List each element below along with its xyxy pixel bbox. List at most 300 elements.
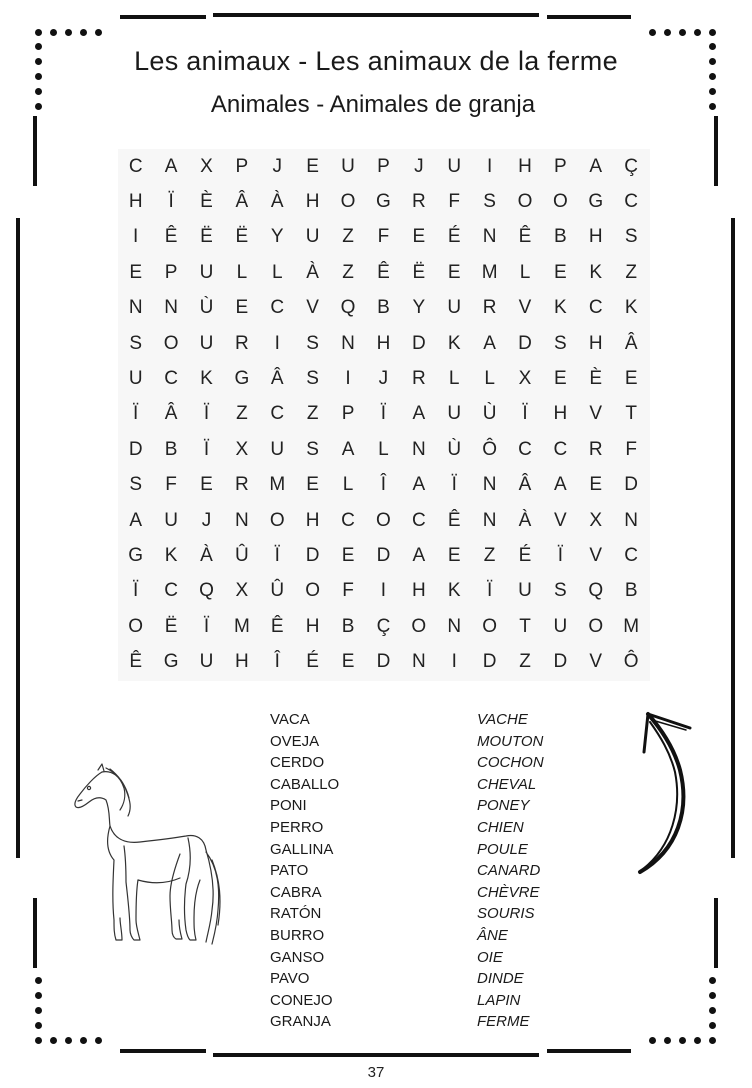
frame-dot bbox=[694, 1037, 701, 1044]
grid-cell: R bbox=[482, 297, 497, 319]
grid-cell: S bbox=[129, 474, 143, 496]
grid-cell: Ù bbox=[199, 297, 214, 319]
grid-cell: Ô bbox=[482, 438, 497, 460]
word-item-spanish: OVEJA bbox=[270, 732, 320, 750]
frame-line-left-upper bbox=[33, 116, 37, 186]
frame-dot bbox=[35, 1007, 42, 1014]
grid-cell: F bbox=[377, 226, 390, 248]
grid-cell: H bbox=[411, 580, 426, 602]
grid-cell: I bbox=[274, 332, 280, 354]
frame-line-right-middle bbox=[731, 218, 735, 858]
grid-cell: À bbox=[518, 509, 532, 531]
grid-cell: E bbox=[129, 261, 143, 283]
grid-cell: O bbox=[163, 332, 179, 354]
grid-cell: Ê bbox=[377, 261, 390, 283]
grid-cell: N bbox=[164, 297, 178, 319]
grid-cell: V bbox=[518, 297, 532, 319]
grid-cell: H bbox=[305, 509, 320, 531]
grid-cell: Ù bbox=[447, 438, 462, 460]
grid-cell: N bbox=[482, 509, 497, 531]
grid-cell: A bbox=[341, 438, 355, 460]
grid-cell: À bbox=[306, 261, 319, 283]
grid-cell: J bbox=[201, 509, 212, 531]
word-item-spanish: CABALLO bbox=[270, 775, 340, 793]
frame-dot bbox=[80, 1037, 87, 1044]
grid-cell: H bbox=[518, 155, 532, 177]
word-item-french: CHÈVRE bbox=[477, 883, 540, 901]
grid-cell: I bbox=[486, 155, 493, 177]
frame-dot bbox=[709, 977, 716, 984]
grid-cell: R bbox=[411, 368, 426, 390]
grid-cell: H bbox=[305, 191, 320, 213]
grid-cell: S bbox=[483, 191, 496, 213]
word-item-french: POULE bbox=[477, 840, 528, 858]
grid-cell: Ï bbox=[203, 403, 210, 425]
word-item-spanish: VACA bbox=[270, 711, 310, 728]
grid-cell: U bbox=[447, 297, 462, 319]
grid-cell: V bbox=[306, 297, 319, 319]
grid-cell: Ë bbox=[164, 615, 178, 637]
word-item-spanish: PONI bbox=[270, 797, 307, 815]
frame-dot bbox=[50, 29, 57, 36]
frame-dot bbox=[35, 992, 42, 999]
grid-cell: Ï bbox=[168, 191, 174, 213]
grid-cell: Z bbox=[342, 226, 354, 248]
grid-cell: D bbox=[305, 544, 320, 566]
grid-cell: N bbox=[128, 297, 143, 319]
grid-cell: U bbox=[553, 615, 568, 637]
grid-cell: S bbox=[129, 332, 143, 354]
grid-cell: K bbox=[164, 544, 178, 566]
grid-cell: N bbox=[482, 474, 497, 496]
grid-cell: H bbox=[376, 332, 391, 354]
word-item-spanish: RATÓN bbox=[270, 905, 322, 923]
grid-cell: É bbox=[306, 651, 319, 673]
grid-cell: Ç bbox=[624, 155, 639, 177]
grid-cell: V bbox=[589, 544, 603, 566]
grid-cell: N bbox=[624, 509, 639, 531]
frame-dot bbox=[65, 1037, 72, 1044]
curved-arrow-icon bbox=[620, 700, 705, 885]
grid-cell: M bbox=[233, 615, 250, 637]
grid-cell: Ê bbox=[129, 651, 143, 673]
frame-line-right-lower bbox=[714, 898, 718, 968]
grid-cell: E bbox=[589, 474, 603, 496]
grid-cell: C bbox=[588, 297, 603, 319]
grid-cell: É bbox=[447, 226, 461, 248]
word-search-grid bbox=[118, 149, 650, 681]
grid-cell: Z bbox=[306, 403, 319, 425]
frame-dot bbox=[35, 1022, 42, 1029]
grid-cell: Â bbox=[624, 332, 638, 354]
grid-cell: M bbox=[269, 474, 286, 496]
frame-dot bbox=[65, 29, 72, 36]
grid-cell: C bbox=[128, 155, 143, 177]
grid-cell: C bbox=[270, 297, 285, 319]
grid-cell: X bbox=[518, 368, 532, 390]
grid-cell: C bbox=[164, 368, 178, 390]
grid-cell: J bbox=[378, 368, 389, 390]
grid-cell: D bbox=[128, 438, 143, 460]
grid-cell: E bbox=[554, 261, 567, 283]
grid-cell: S bbox=[306, 438, 319, 460]
grid-cell: A bbox=[412, 403, 426, 425]
grid-cell: P bbox=[554, 155, 567, 177]
grid-cell: Z bbox=[519, 651, 531, 673]
grid-cell: Â bbox=[518, 474, 532, 496]
word-list-spanish bbox=[270, 709, 339, 1033]
grid-cell: T bbox=[625, 403, 637, 425]
grid-cell: C bbox=[270, 403, 285, 425]
grid-cell: O bbox=[588, 615, 604, 637]
grid-cell: Z bbox=[236, 403, 248, 425]
grid-cell: A bbox=[412, 544, 426, 566]
word-item-spanish: BURRO bbox=[270, 926, 325, 944]
grid-cell: E bbox=[447, 261, 461, 283]
grid-cell: U bbox=[341, 155, 355, 177]
page-number: 37 bbox=[367, 1064, 385, 1081]
grid-cell: E bbox=[624, 368, 638, 390]
grid-cell: D bbox=[553, 651, 568, 673]
grid-cell: P bbox=[164, 261, 178, 283]
frame-dot bbox=[95, 1037, 102, 1044]
grid-cell: A bbox=[483, 332, 496, 354]
grid-cell: Ê bbox=[270, 615, 284, 637]
grid-cell: U bbox=[447, 403, 462, 425]
frame-dot bbox=[35, 977, 42, 984]
grid-cell: U bbox=[199, 651, 214, 673]
grid-cell: É bbox=[518, 544, 532, 566]
grid-cell: P bbox=[377, 155, 390, 177]
grid-cell: U bbox=[447, 155, 462, 177]
grid-cell: Q bbox=[588, 580, 604, 602]
frame-dot bbox=[664, 29, 671, 36]
grid-cell: S bbox=[306, 332, 319, 354]
word-item-spanish: GRANJA bbox=[270, 1013, 331, 1031]
grid-cell: Â bbox=[235, 191, 249, 213]
grid-cell: K bbox=[554, 297, 567, 319]
grid-cell: Ë bbox=[200, 226, 213, 248]
grid-cell: G bbox=[588, 191, 604, 213]
grid-cell: B bbox=[377, 297, 390, 319]
grid-cell: E bbox=[554, 368, 567, 390]
grid-cell: D bbox=[376, 651, 391, 673]
grid-cell: Y bbox=[270, 226, 284, 248]
frame-dot bbox=[95, 29, 102, 36]
grid-cell: C bbox=[518, 438, 532, 460]
frame-line-bottom-right bbox=[547, 1049, 631, 1053]
grid-cell: Z bbox=[483, 544, 496, 566]
grid-cell: O bbox=[269, 509, 285, 531]
frame-line-top-center bbox=[213, 13, 539, 17]
grid-cell: L bbox=[342, 474, 354, 496]
grid-cell: L bbox=[484, 368, 495, 390]
grid-cell: Â bbox=[270, 368, 284, 390]
grid-cell: Y bbox=[412, 297, 426, 319]
grid-cell: D bbox=[411, 332, 426, 354]
word-item-french: SOURIS bbox=[477, 905, 535, 923]
word-item-spanish: GALLINA bbox=[270, 840, 334, 858]
word-item-spanish: CONEJO bbox=[270, 991, 333, 1009]
grid-cell: Ï bbox=[274, 544, 280, 566]
grid-cell: R bbox=[411, 191, 426, 213]
grid-cell: R bbox=[588, 438, 603, 460]
grid-cell: D bbox=[376, 544, 391, 566]
grid-cell: U bbox=[270, 438, 285, 460]
frame-line-left-middle bbox=[16, 218, 20, 858]
grid-cell: K bbox=[447, 332, 461, 354]
grid-cell: Ô bbox=[623, 651, 639, 673]
grid-cell: B bbox=[624, 580, 638, 602]
grid-cell: Î bbox=[380, 474, 387, 496]
grid-cell: À bbox=[270, 191, 284, 213]
grid-cell: Ï bbox=[522, 403, 528, 425]
grid-cell: B bbox=[341, 615, 355, 637]
grid-cell: G bbox=[163, 651, 179, 673]
grid-cell: L bbox=[378, 438, 389, 460]
grid-cell: Z bbox=[625, 261, 637, 283]
frame-line-bottom-left bbox=[120, 1049, 206, 1053]
grid-cell: A bbox=[554, 474, 567, 496]
grid-cell: U bbox=[164, 509, 178, 531]
grid-cell: H bbox=[588, 332, 603, 354]
grid-cell: X bbox=[235, 580, 249, 602]
grid-cell: Ù bbox=[482, 403, 497, 425]
word-item-spanish: CABRA bbox=[270, 883, 322, 901]
grid-cell: Ï bbox=[486, 580, 493, 602]
grid-cell: M bbox=[623, 615, 640, 637]
grid-cell: N bbox=[235, 509, 249, 531]
grid-cell: Ï bbox=[203, 615, 210, 637]
grid-cell: R bbox=[235, 332, 249, 354]
frame-line-right-upper bbox=[714, 116, 718, 186]
grid-cell: À bbox=[200, 544, 213, 566]
word-item-spanish: PERRO bbox=[270, 818, 324, 836]
grid-cell: Î bbox=[274, 651, 280, 673]
grid-cell: D bbox=[482, 651, 497, 673]
frame-line-bottom-center bbox=[213, 1053, 539, 1057]
grid-cell: U bbox=[518, 580, 532, 602]
grid-cell: N bbox=[482, 226, 497, 248]
grid-cell: L bbox=[271, 261, 283, 283]
grid-cell: O bbox=[305, 580, 321, 602]
word-item-french: CHEVAL bbox=[477, 775, 537, 793]
word-item-french: ÂNE bbox=[477, 926, 508, 944]
grid-cell: T bbox=[519, 615, 531, 637]
grid-cell: Ï bbox=[380, 403, 387, 425]
grid-cell: S bbox=[624, 226, 638, 248]
grid-cell: J bbox=[414, 155, 424, 177]
grid-cell: O bbox=[128, 615, 144, 637]
word-list-french bbox=[477, 709, 544, 1033]
grid-cell: H bbox=[128, 191, 143, 213]
frame-dot bbox=[35, 1037, 42, 1044]
grid-cell: H bbox=[553, 403, 568, 425]
grid-cell: È bbox=[200, 191, 213, 213]
page-subtitle: Animales - Animales de granja bbox=[210, 91, 536, 118]
grid-cell: X bbox=[200, 155, 213, 177]
word-item-french: OIE bbox=[477, 948, 503, 966]
frame-dot bbox=[649, 1037, 656, 1044]
grid-cell: O bbox=[340, 191, 356, 213]
grid-cell: C bbox=[341, 509, 355, 531]
grid-cell: L bbox=[448, 368, 460, 390]
grid-cell: V bbox=[589, 651, 603, 673]
grid-cell: E bbox=[306, 155, 319, 177]
grid-cell: F bbox=[625, 438, 637, 460]
grid-cell: K bbox=[447, 580, 461, 602]
grid-cell: E bbox=[412, 226, 426, 248]
word-item-french: FERME bbox=[477, 1013, 530, 1031]
grid-cell: O bbox=[482, 615, 497, 637]
grid-cell: H bbox=[235, 651, 249, 673]
word-item-french: PONEY bbox=[477, 797, 530, 815]
frame-dot bbox=[709, 1007, 716, 1014]
grid-cell: V bbox=[554, 509, 567, 531]
grid-cell: U bbox=[305, 226, 320, 248]
grid-cell: S bbox=[554, 332, 567, 354]
grid-cell: Ê bbox=[447, 509, 461, 531]
grid-cell: G bbox=[128, 544, 144, 566]
frame-dot bbox=[664, 1037, 671, 1044]
frame-dot bbox=[679, 29, 686, 36]
grid-cell: N bbox=[411, 438, 426, 460]
grid-cell: I bbox=[345, 368, 351, 390]
word-item-spanish: CERDO bbox=[270, 754, 325, 772]
grid-cell: Ê bbox=[518, 226, 532, 248]
grid-cell: O bbox=[376, 509, 391, 531]
grid-cell: Ï bbox=[557, 544, 564, 566]
grid-cell: X bbox=[235, 438, 249, 460]
grid-cell: C bbox=[164, 580, 178, 602]
word-item-french: VACHE bbox=[477, 711, 528, 728]
grid-cell: Ç bbox=[376, 615, 391, 637]
grid-cell: N bbox=[447, 615, 462, 637]
grid-cell: E bbox=[306, 474, 319, 496]
grid-cell: P bbox=[235, 155, 249, 177]
grid-cell: A bbox=[164, 155, 178, 177]
grid-cell: X bbox=[589, 509, 603, 531]
word-item-spanish: PATO bbox=[270, 862, 309, 880]
grid-cell: S bbox=[554, 580, 567, 602]
frame-dot bbox=[694, 29, 701, 36]
grid-cell: F bbox=[165, 474, 177, 496]
word-item-french: CHIEN bbox=[477, 818, 524, 836]
frame-dot bbox=[649, 29, 656, 36]
grid-cell: N bbox=[411, 651, 426, 673]
word-item-spanish: PAVO bbox=[270, 970, 310, 988]
frame-dot bbox=[679, 1037, 686, 1044]
grid-cell: D bbox=[624, 474, 639, 496]
grid-cell: F bbox=[448, 191, 461, 213]
grid-cell: È bbox=[589, 368, 603, 390]
grid-cell: Ï bbox=[133, 580, 139, 602]
horse-icon bbox=[62, 760, 222, 950]
grid-cell: Q bbox=[199, 580, 214, 602]
grid-cell: Û bbox=[270, 580, 285, 602]
grid-cell: F bbox=[342, 580, 354, 602]
frame-dot bbox=[35, 29, 42, 36]
grid-cell: M bbox=[481, 261, 498, 283]
grid-cell: V bbox=[589, 403, 603, 425]
grid-cell: U bbox=[128, 368, 143, 390]
grid-cell: G bbox=[376, 191, 391, 213]
grid-cell: B bbox=[554, 226, 567, 248]
word-item-french: DINDE bbox=[477, 970, 524, 988]
grid-cell: C bbox=[624, 544, 639, 566]
frame-dot bbox=[709, 992, 716, 999]
grid-cell: O bbox=[411, 615, 427, 637]
grid-cell: C bbox=[553, 438, 568, 460]
frame-dot bbox=[50, 1037, 57, 1044]
grid-cell: K bbox=[624, 297, 638, 319]
grid-cell: H bbox=[588, 226, 603, 248]
frame-dot bbox=[80, 29, 87, 36]
frame-dot bbox=[709, 1022, 716, 1029]
grid-cell: Ï bbox=[133, 403, 139, 425]
grid-cell: N bbox=[341, 332, 355, 354]
grid-cell: U bbox=[199, 261, 214, 283]
grid-cell: E bbox=[447, 544, 461, 566]
grid-cell: L bbox=[519, 261, 531, 283]
grid-cell: Ë bbox=[235, 226, 249, 248]
grid-cell: D bbox=[518, 332, 532, 354]
page-title: Les animaux - Les animaux de la ferme bbox=[134, 46, 618, 76]
frame-line-left-lower bbox=[33, 898, 37, 968]
grid-cell: O bbox=[552, 191, 568, 213]
grid-cell: Z bbox=[342, 261, 354, 283]
grid-cell: J bbox=[272, 155, 282, 177]
grid-cell: Ï bbox=[203, 438, 210, 460]
grid-cell: E bbox=[235, 297, 249, 319]
frame-dot bbox=[709, 1037, 716, 1044]
grid-cell: C bbox=[624, 191, 639, 213]
grid-cell: I bbox=[451, 651, 457, 673]
frame-dot bbox=[709, 29, 716, 36]
grid-cell: I bbox=[133, 226, 139, 248]
grid-cell: K bbox=[589, 261, 603, 283]
grid-cell: C bbox=[411, 509, 426, 531]
grid-cell: R bbox=[235, 474, 249, 496]
grid-cell: U bbox=[199, 332, 214, 354]
grid-cell: Ë bbox=[412, 261, 426, 283]
grid-cell: K bbox=[200, 368, 213, 390]
frame-line-top-right bbox=[547, 15, 631, 19]
grid-cell: A bbox=[412, 474, 426, 496]
grid-cell: O bbox=[517, 191, 533, 213]
word-item-french: LAPIN bbox=[477, 991, 521, 1009]
grid-cell: E bbox=[341, 651, 355, 673]
grid-cell: I bbox=[380, 580, 387, 602]
grid-cell: G bbox=[234, 368, 250, 390]
grid-cell: E bbox=[200, 474, 213, 496]
frame-line-top-left bbox=[120, 15, 206, 19]
grid-cell: E bbox=[341, 544, 355, 566]
grid-cell: Ê bbox=[164, 226, 178, 248]
word-item-french: CANARD bbox=[477, 862, 541, 880]
grid-cell: Q bbox=[340, 297, 356, 319]
grid-cell: B bbox=[164, 438, 178, 460]
word-item-spanish: GANSO bbox=[270, 948, 325, 966]
grid-cell: A bbox=[589, 155, 603, 177]
grid-cell: Û bbox=[235, 544, 249, 566]
grid-cell: S bbox=[306, 368, 319, 390]
grid-cell: L bbox=[236, 261, 248, 283]
grid-cell: Â bbox=[164, 403, 178, 425]
grid-cell: P bbox=[341, 403, 355, 425]
grid-cell: H bbox=[305, 615, 320, 637]
grid-cell: Ï bbox=[451, 474, 457, 496]
